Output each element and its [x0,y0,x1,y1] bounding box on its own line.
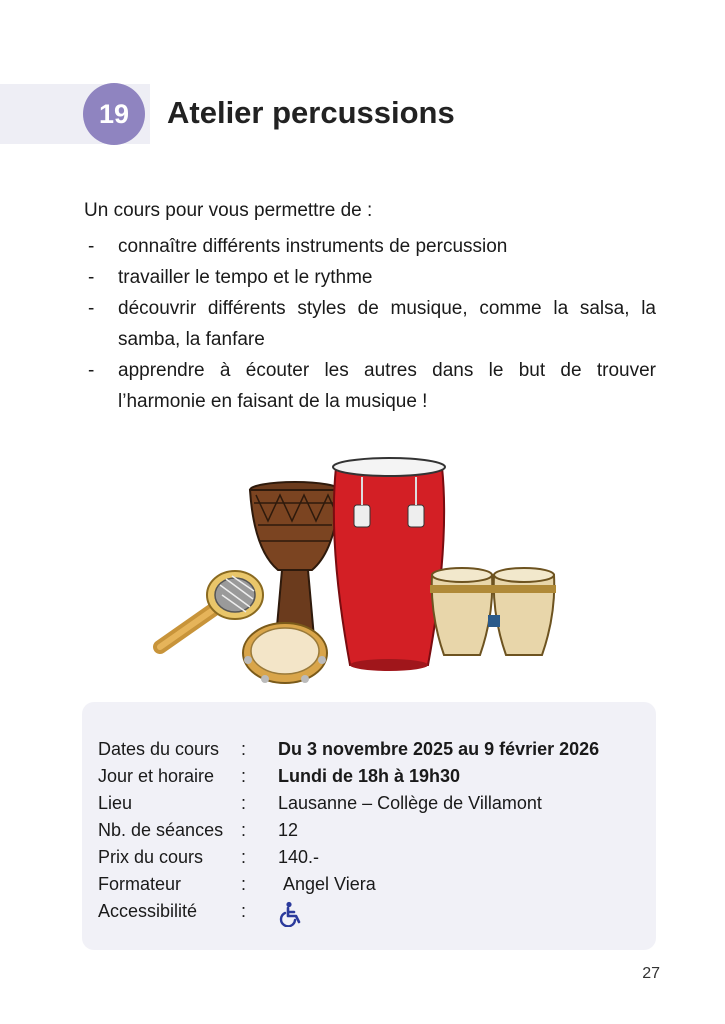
list-item [84,293,656,355]
trainer-label: Formateur [98,874,182,894]
dates-value: Du 3 novembre 2025 au 9 février 2026 [278,739,600,759]
price-label: Prix du cours [98,847,204,867]
accessibility-colon: : [241,901,247,921]
trainer-colon: : [241,874,247,894]
bullet-dash: - [88,236,95,257]
list-item-text: apprendre à écouter les autres dans le but de trouver l’harmonie en faisant de la musique ! [118,360,656,412]
objectives-list [84,231,656,417]
section-number-badge: 19 [83,83,145,145]
schedule-value: Lundi de 18h à 19h30 [278,766,461,786]
page-number: 27 [642,965,660,982]
location-value: Lausanne – Collège de Villamont [278,793,542,813]
list-item-text: connaître différents instruments de percussion [118,236,508,257]
schedule-colon: : [241,766,247,786]
cabasa-icon [160,571,263,647]
list-item [84,355,656,417]
schedule-label: Jour et horaire [98,766,215,786]
list-item [84,231,656,262]
price-colon: : [241,847,247,867]
bullet-dash: - [88,267,95,288]
list-item-text: travailler le tempo et le rythme [118,267,373,288]
dates-label: Dates du cours [98,739,220,759]
location-colon: : [241,793,247,813]
sessions-value: 12 [278,820,299,840]
page-title: Atelier percussions [167,95,455,130]
list-item-text: découvrir différents styles de musique, comme la salsa, la samba, la fanfare [118,298,656,350]
tambourine-icon [243,623,327,683]
dates-colon: : [241,739,247,759]
wheelchair-icon [278,901,304,935]
trainer-value: Angel Viera [283,874,376,894]
bullet-dash: - [88,360,95,381]
list-item [84,262,656,293]
sessions-colon: : [241,820,247,840]
accessibility-label: Accessibilité [98,901,198,921]
percussion-instruments-illustration [150,455,570,695]
location-label: Lieu [98,793,133,813]
intro-text: Un cours pour vous permettre de : [84,200,373,221]
bullet-dash: - [88,298,95,319]
sessions-label: Nb. de séances [98,820,224,840]
conga-icon [333,458,445,671]
bongos-icon [430,568,556,655]
price-value: 140.- [278,847,320,867]
